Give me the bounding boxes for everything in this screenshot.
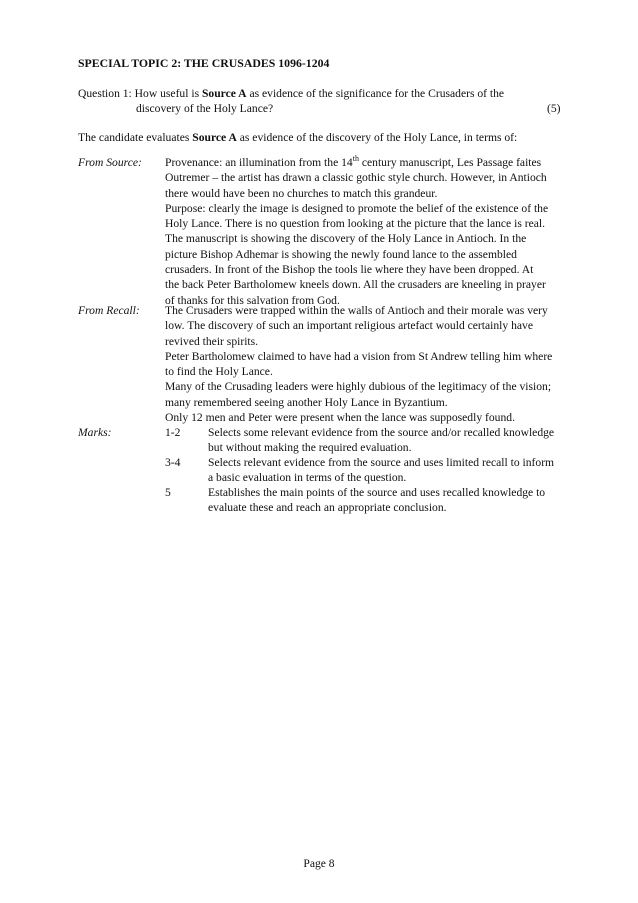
intro-prefix: The candidate evaluates [78, 131, 193, 144]
intro-source-ref: Source A [192, 131, 237, 144]
mark-band-description [208, 485, 545, 516]
from-source-line: the back Peter Bartholomew kneels down. All the crusaders are kneeling in prayer [165, 278, 546, 292]
from-source-label: From Source: [78, 156, 142, 169]
mark-band-line: Selects relevant evidence from the source and uses limited recall to inform [208, 456, 555, 469]
from-source-line: of thanks for this salvation from God. [165, 293, 340, 307]
from-recall-line: Peter Bartholomew claimed to have had a vision from St Andrew telling him where [165, 349, 553, 363]
question-marks: (5) [547, 102, 561, 115]
from-source-line: Purpose: clearly the image is designed to promote the belief of the existence of the [165, 201, 549, 215]
mark-band-line: a basic evaluation in terms of the question. [208, 471, 407, 485]
mark-band-line: Selects some relevant evidence from the source and/or recalled knowledge [208, 426, 555, 439]
from-recall-text [165, 303, 552, 425]
from-source-line: there would have been no churches to match this grandeur. [165, 186, 438, 200]
mark-band-line: Establishes the main points of the source and uses recalled knowledge to [208, 486, 546, 499]
mark-band-line: evaluate these and reach an appropriate conclusion. [208, 501, 447, 515]
marks-label: Marks: [78, 426, 112, 439]
from-source-line [165, 155, 548, 170]
mark-band-range: 1-2 [165, 426, 181, 439]
question-source-ref: Source A [201, 87, 247, 100]
from-recall-line: The Crusaders were trapped within the walls of Antioch and their morale was very [165, 304, 548, 317]
from-source-line: picture Bishop Adhemar is showing the newly found lance to the assembled [165, 247, 517, 261]
from-source-line: Outremer – the artist has drawn a classic gothic style church. However, in Antioch [165, 171, 547, 185]
mark-band-line: but without making the required evaluation. [208, 441, 412, 455]
mark-band-description [208, 455, 554, 486]
from-recall-line: to find the Holy Lance. [165, 365, 273, 379]
question-line-2: discovery of the Holy Lance? [136, 102, 274, 115]
from-recall-line: many remembered seeing another Holy Lance in Byzantium. [165, 395, 448, 409]
mark-band-range: 5 [165, 486, 171, 499]
from-source-text [165, 155, 548, 308]
question-prefix: Question 1: How useful is [78, 87, 202, 100]
intro-suffix: as evidence of the discovery of the Holy Lance, in terms of: [236, 131, 518, 144]
from-recall-label: From Recall: [78, 304, 140, 317]
from-source-line: crusaders. In front of the Bishop the tools lie where they have been dropped. At [165, 263, 534, 277]
from-source-line: Holy Lance. There is no question from looking at the picture that the lance is real. [165, 217, 546, 231]
provenance-text: Provenance: an illumination from the 14 [165, 156, 353, 169]
intro-text [78, 130, 517, 145]
page-title: SPECIAL TOPIC 2: THE CRUSADES 1096-1204 [78, 56, 330, 70]
page-number: Page 8 [303, 857, 335, 870]
question-suffix: as evidence of the significance for the Crusaders of the [246, 87, 505, 100]
question-line-1 [78, 86, 504, 101]
from-recall-line: Many of the Crusading leaders were highly dubious of the legitimacy of the vision; [165, 380, 552, 394]
from-recall-line: Only 12 men and Peter were present when the lance was supposedly found. [165, 411, 515, 425]
ordinal-suffix: th [352, 154, 359, 164]
from-source-line: The manuscript is showing the discovery of the Holy Lance in Antioch. In the [165, 232, 527, 246]
mark-band-range: 3-4 [165, 456, 181, 469]
mark-band-description [208, 425, 554, 456]
from-recall-line: low. The discovery of such an important religious artefact would certainly have [165, 319, 533, 333]
from-recall-line: revived their spirits. [165, 334, 259, 348]
manuscript-text: century manuscript, Les Passage faites [358, 156, 542, 169]
